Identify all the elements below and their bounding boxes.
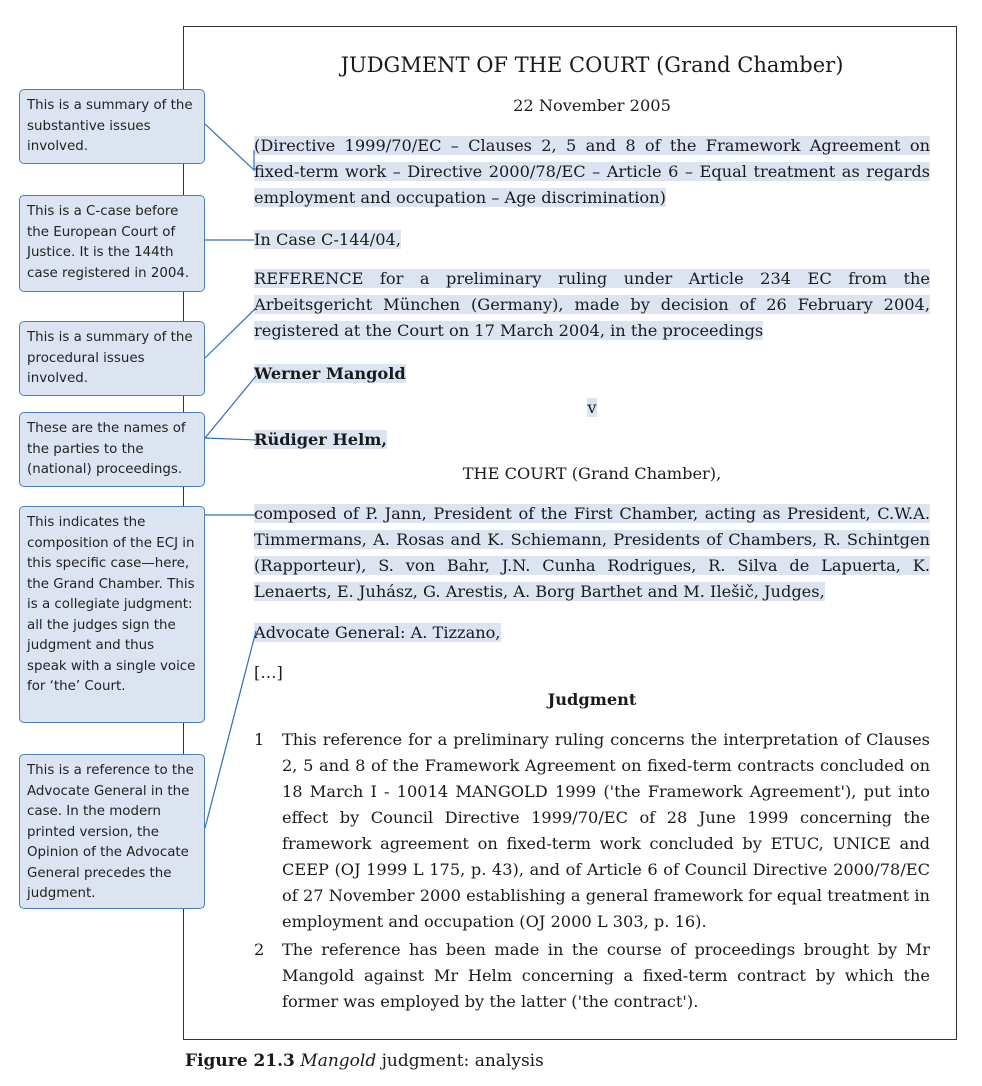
reference-text: REFERENCE for a preliminary ruling under Article 234 EC from the Arbeitsgericht München (Germany), made by decision of 26 February 2004, registered at the Court on 17 March 2004, in the proceedings — [254, 269, 930, 340]
annotation-case-number: This is a C-case before the European Court of Justice. It is the 144th case registered in 2004. — [19, 195, 205, 292]
advocate-general — [254, 620, 930, 646]
court-heading: THE COURT (Grand Chamber), — [462, 464, 722, 483]
party-applicant-text: Werner Mangold — [254, 364, 406, 383]
keywords-summary — [254, 133, 930, 211]
party-defendant — [254, 427, 930, 453]
court-composition-text: composed of P. Jann, President of the First Chamber, acting as President, C.W.A. Timmermans, A. Rosas and K. Schiemann, Presidents of Chambers, R. Schintgen (Rapporteur), S. von Bahr, J.N. Cunha Rodrigues, R. Silva de Lapuerta, K. Lenaerts, E. Juhász, G. Arestis, A. Borg Barthet and M. Ilešič, Judges, — [254, 504, 930, 601]
court-composition — [254, 501, 930, 605]
annotation-advocate-general: This is a reference to the Advocate General in the case. In the modern printed version, the Opinion of the Advocate General precedes the judgment. — [19, 754, 205, 909]
party-defendant-text: Rüdiger Helm, — [254, 430, 387, 449]
paragraph-number: 2 — [254, 940, 265, 959]
judgment-title: JUDGMENT OF THE COURT (Grand Chamber) — [340, 53, 844, 77]
paragraph-text: The reference has been made in the course of proceedings brought by Mr Mangold against Mr Helm concerning a fixed-term contract by which the former was employed by the latter ('the contract'). — [282, 940, 930, 1011]
figure-label: Figure 21.3 — [185, 1051, 295, 1071]
judgment-paragraph-1 — [254, 727, 930, 935]
caption-text: judgment: analysis — [376, 1051, 544, 1071]
versus-text: v — [587, 398, 597, 417]
omission-marker: […] — [254, 663, 283, 682]
paragraph-text: This reference for a preliminary ruling concerns the interpretation of Clauses 2, 5 and 8 of the Framework Agreement on fixed-term contracts concluded on 18 March I - 10014 MANGOLD 1999 ('the Framework Agreement'), put into effect by Council Directive 1999/70/EC of 28 June 1999 concerning the framework agreement on fixed-term work concluded by ETUC, UNICE and CEEP (OJ 1999 L 175, p. 43), and of Article 6 of Council Directive 2000/78/EC of 27 November 2000 establishing a general framework for equal treatment in employment and occupation (OJ 2000 L 303, p. 16). — [282, 730, 930, 931]
case-number — [254, 227, 930, 253]
advocate-general-text: Advocate General: A. Tizzano, — [254, 623, 501, 642]
paragraph-number: 1 — [254, 730, 265, 749]
judgment-paragraph-2 — [254, 937, 930, 1015]
figure-caption — [185, 1049, 544, 1073]
annotation-parties: These are the names of the parties to the (national) proceedings. — [19, 412, 205, 487]
annotation-substantive-issues: This is a summary of the substantive issues involved. — [19, 89, 205, 164]
judgment-date: 22 November 2005 — [513, 96, 671, 115]
annotation-procedural-issues: This is a summary of the procedural issues involved. — [19, 321, 205, 396]
versus — [254, 395, 930, 421]
reference-paragraph — [254, 266, 930, 344]
caption-italic: Mangold — [300, 1051, 377, 1071]
keywords-text: (Directive 1999/70/EC – Clauses 2, 5 and 8 of the Framework Agreement on fixed-term work – Directive 2000/78/EC – Article 6 – Equal treatment as regards employment and occupation – Age discrimination) — [254, 136, 930, 207]
party-applicant — [254, 361, 930, 387]
judgment-heading: Judgment — [547, 690, 637, 709]
annotation-composition: This indicates the composition of the ECJ in this specific case—here, the Grand Chamber. This is a collegiate judgment: all the judges sign the judgment and thus speak with a single voice for ‘the’ Court. — [19, 506, 205, 723]
case-number-text: In Case C-144/04, — [254, 230, 401, 249]
